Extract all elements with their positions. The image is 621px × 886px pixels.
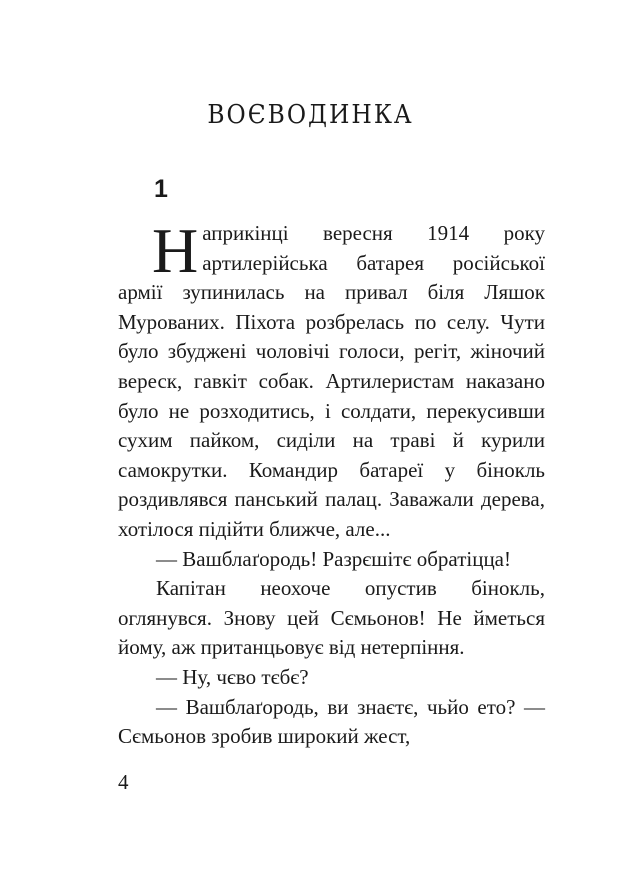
body-text: [118, 215, 545, 752]
page-number: 4: [118, 770, 129, 794]
paragraph: Капітан неохоче опустив бінокль, оглянувся. Знову цей Сємьонов! Не йметься йому, аж пританцьовує від нетерпіння.: [118, 576, 545, 660]
paragraph: — Вашблаґородь, ви знаєтє, чьйо ето? — Сємьонов зробив широкий жест,: [118, 694, 545, 749]
section-number: 1: [154, 175, 168, 203]
paragraph: — Вашблаґородь! Разрєшітє обратіцца!: [156, 546, 512, 571]
paragraph: [118, 215, 545, 545]
drop-cap: Н: [152, 215, 199, 286]
paragraph-text: априкінці вересня 1914 року артилерійська батарея російської армії зупинилась на привал біля Ляшок Мурованих. Піхота розбрелась по селу. Чути було збуджені чоловічі голоси, регіт, жіночий вереск, гавкіт собак. Артилеристам наказано було не розходитись, і солдати, перекусивши сухим пайком, сиділи на траві й курили самокрутки. Командир батареї у бінокль роздивлявся панський палац. Заважали дерева, хотілося підійти ближче, але...: [118, 221, 545, 541]
chapter-title: ВОЄВОДИНКА: [207, 100, 414, 130]
paragraph: — Ну, чєво тєбє?: [156, 664, 309, 689]
